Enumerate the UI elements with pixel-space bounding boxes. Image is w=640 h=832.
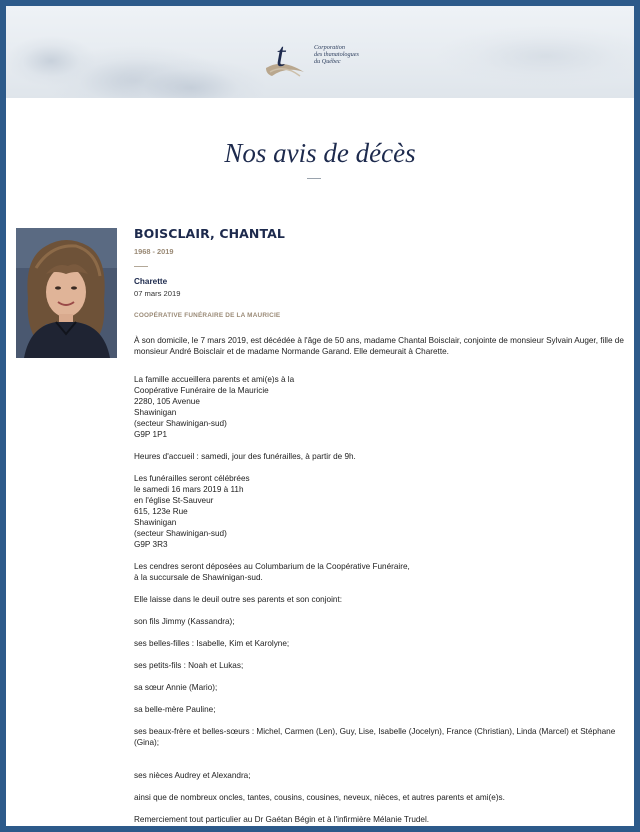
survivor-sister: sa sœur Annie (Mario); xyxy=(134,683,218,692)
page-title: Nos avis de décès xyxy=(224,138,416,168)
survivor-nieces: ses nièces Audrey et Alexandra; xyxy=(134,771,251,780)
visitation-paragraph: La famille accueillera parents et ami(e)s à la Coopérative Funéraire de la Mauricie 2280, 105 Avenue Shawinigan (secteur Shawinigan-sud) G9P 1P1 xyxy=(134,375,295,439)
notice-date: 07 mars 2019 xyxy=(134,289,181,298)
survivor-in-laws: ses beaux-frère et belles-sœurs : Michel, Carmen (Len), Guy, Lise, Isabelle (Jocelyn), France (Christian), Linda (Marcel) et Stéphane (Gina); xyxy=(134,727,616,747)
survivor-son: son fils Jimmy (Kassandra); xyxy=(134,617,235,626)
survivors-intro: Elle laisse dans le deuil outre ses parents et son conjoint: xyxy=(134,595,342,604)
life-years: 1968 - 2019 xyxy=(134,247,174,256)
name-divider xyxy=(134,266,148,267)
logo-mark-icon xyxy=(262,32,308,82)
notice-content xyxy=(134,227,624,825)
deceased-photo xyxy=(16,228,117,358)
ashes-paragraph: Les cendres seront déposées au Columbarium de la Coopérative Funéraire, à la succursale de Shawinigan-sud. xyxy=(134,562,410,582)
header-banner xyxy=(6,6,634,98)
intro-paragraph: À son domicile, le 7 mars 2019, est décédée à l'âge de 50 ans, madame Chantal Boisclair, conjointe de monsieur Sylvain Auger, fille de monsieur André Boisclair et de madame Normande Garand. Elle demeurait à Charette. xyxy=(134,336,624,356)
svg-text:t: t xyxy=(276,37,286,74)
residence-city: Charette xyxy=(134,277,168,286)
survivor-daughters-in-law: ses belles-filles : Isabelle, Kim et Karolyne; xyxy=(134,639,290,648)
thanks-paragraph: Remerciement tout particulier au Dr Gaétan Bégin et à l'infirmière Mélanie Trudel. xyxy=(134,815,430,824)
title-divider xyxy=(307,178,321,179)
funeral-paragraph: Les funérailles seront célébrées le samedi 16 mars 2019 à 11h en l'église St-Sauveur 615, 123e Rue Shawinigan (secteur Shawinigan-sud) G9P 3R3 xyxy=(134,474,250,549)
logo-text: Corporation des thanatologues du Québec xyxy=(314,44,359,65)
deceased-name: BOISCLAIR, CHANTAL xyxy=(134,226,285,241)
survivor-mother-in-law: sa belle-mère Pauline; xyxy=(134,705,216,714)
survivor-others: ainsi que de nombreux oncles, tantes, cousins, cousines, neveux, nièces, et autres parents et ami(e)s. xyxy=(134,793,505,802)
funeral-home-link[interactable]: COOPÉRATIVE FUNÉRAIRE DE LA MAURICIE xyxy=(134,312,281,319)
survivor-grandsons: ses petits-fils : Noah et Lukas; xyxy=(134,661,244,670)
hours-paragraph: Heures d'accueil : samedi, jour des funérailles, à partir de 9h. xyxy=(134,452,356,461)
corporation-logo[interactable] xyxy=(262,32,382,82)
page-frame xyxy=(6,6,634,826)
